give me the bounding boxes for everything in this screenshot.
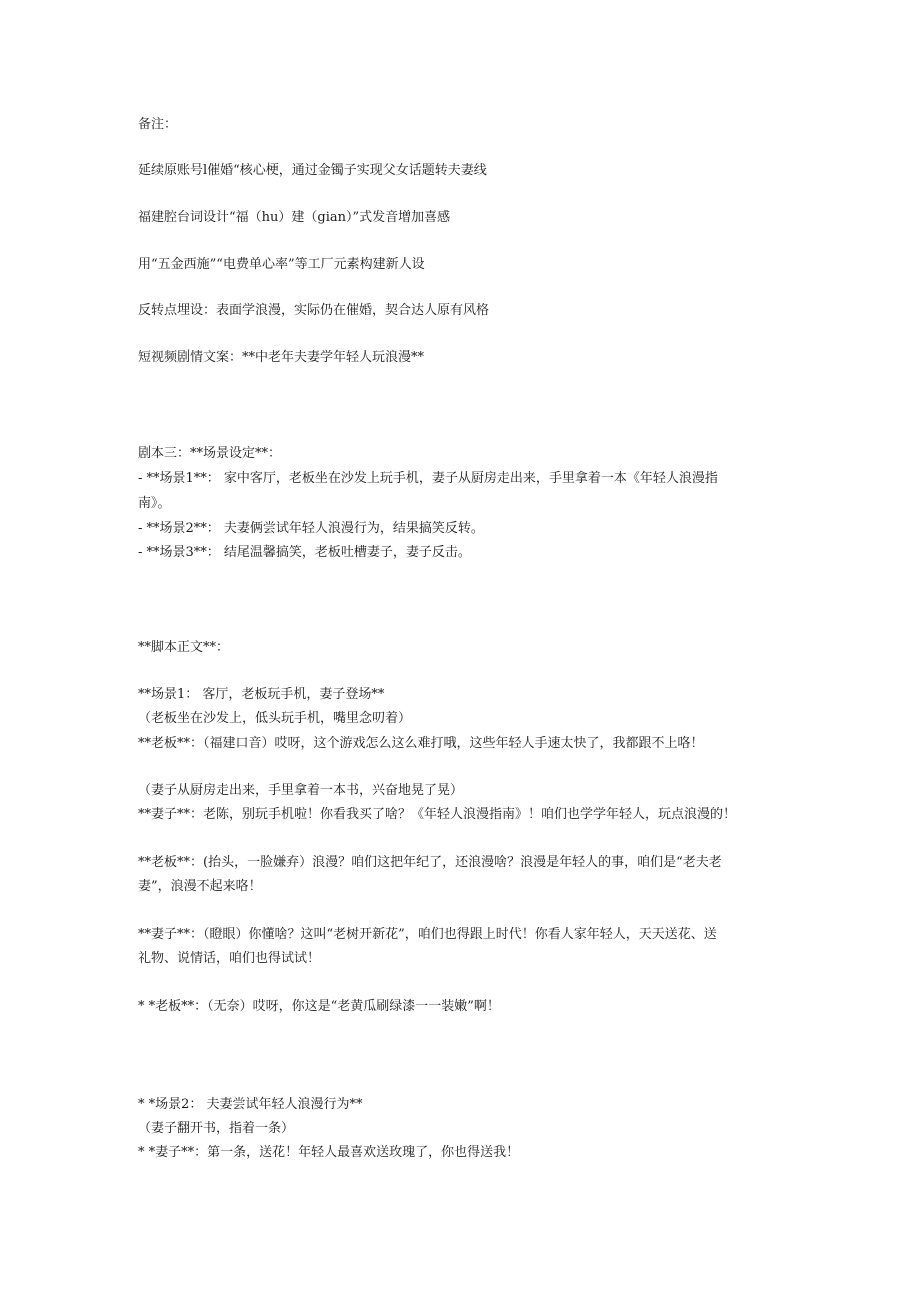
scene2-title: * *场景2： 夫妻尝试年轻人浪漫行为** — [138, 1097, 363, 1112]
scene1-title: **场景1： 客厅，老板玩手机，妻子登场** — [138, 687, 385, 702]
scene1-wife-line-2b: 礼物、说情话，咱们也得试试！ — [138, 951, 321, 966]
scene2-action: （妻子翻开书，指着一条） — [138, 1121, 295, 1136]
scene1-boss-line-3: * *老板**：（无奈）哎呀，你这是“老黄瓜刷绿漆一一装嫩”啊！ — [138, 999, 500, 1014]
body-heading: **脚本正文**： — [138, 640, 230, 655]
note-item-4: 反转点埋设：表面学浪漫，实际仍在催婚，契合达人原有风格 — [138, 303, 490, 318]
scene1-wife-line-2a: **妻子**：（瞪眼）你懂啥？这叫“老树开新花”，咱们也得跟上时代！你看人家年轻人，天天送花、送 — [138, 927, 717, 942]
scene1-action-2: （妻子从厨房走出来，手里拿着一本书，兴奋地晃了晃） — [138, 783, 464, 798]
scene1-action: （老板坐在沙发上，低头玩手机，嘴里念叨着） — [138, 711, 412, 726]
note-item-3: 用“五金西施”“电费单心率”等工厂元素构建新人设 — [138, 257, 425, 272]
script3-scene2: - **场景2**： 夫妻俩尝试年轻人浪漫行为，结果搞笑反转。 — [138, 521, 484, 536]
script3-scene1-line1: - **场景1**： 家中客厅，老板坐在沙发上玩手机，妻子从厨房走出来，手里拿着一本《年轻人浪漫指 — [138, 471, 718, 486]
scene2-wife-line-1: * *妻子**：第一条，送花！年轻人最喜欢送玫瑰了，你也得送我！ — [138, 1145, 520, 1160]
note-item-5: 短视频剧情文案：**中老年夫妻学年轻人玩浪漫** — [138, 350, 425, 365]
note-item-2: 福建腔台词设计“福（hu）建（gian）”式发音增加喜感 — [138, 210, 451, 225]
script3-scene1-line2: 南》。 — [138, 496, 171, 511]
notes-heading: 备注： — [138, 117, 178, 132]
scene1-boss-line-2a: **老板**：(抬头，一脸嫌弃）浪漫？咱们这把年纪了，还浪漫啥？浪漫是年轻人的事，咱们是“老夫老 — [138, 855, 722, 870]
script3-heading: 剧本三：**场景设定**： — [138, 446, 282, 461]
note-item-1: 延续原账号l催婚“核心梗，通过金镯子实现父女话题转夫妻线 — [138, 163, 487, 178]
scene1-boss-line-1: **老板**：（福建口音）哎呀，这个游戏怎么这么难打哦，这些年轻人手速太快了，我都跟不上咯！ — [138, 736, 704, 751]
scene1-wife-line-1: **妻子**：老陈，别玩手机啦！你看我买了啥？《年轻人浪漫指南》！咱们也学学年轻人，玩点浪漫的！ — [138, 807, 737, 822]
script3-scene3: - **场景3**： 结尾温馨搞笑，老板吐槽妻子，妻子反击。 — [138, 545, 471, 560]
scene1-boss-line-2b: 妻”，浪漫不起来咯！ — [138, 879, 262, 894]
